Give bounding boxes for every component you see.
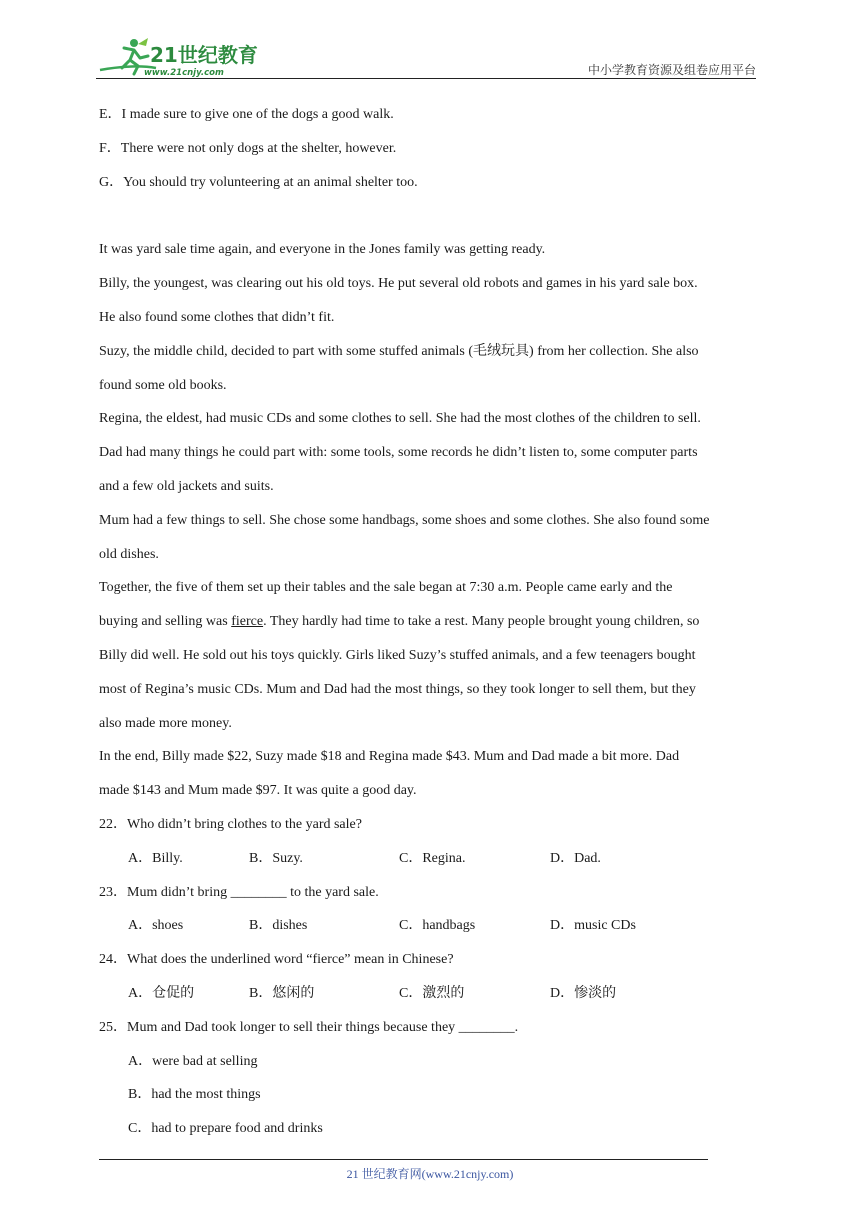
page-footer: 21 世纪教育网(www.21cnjy.com): [346, 1167, 514, 1181]
option-c: C．handbags: [399, 918, 476, 934]
passage-line: found some old books.: [99, 377, 227, 393]
document-body: [99, 98, 769, 1146]
logo-title: 21世纪教育: [150, 43, 258, 67]
logo-url: www.21cnjy.com: [144, 68, 224, 78]
option-d: D．惨淡的: [550, 985, 617, 1001]
prev-option-f: F．There were not only dogs at the shelter, however.: [99, 140, 397, 156]
passage-line: made $143 and Mum made $97. It was quite a good day.: [99, 783, 417, 799]
passage-line: It was yard sale time again, and everyone in the Jones family was getting ready.: [99, 242, 546, 258]
option-d: D．Dad.: [550, 850, 601, 866]
question-stem: 23．Mum didn’t bring ________ to the yard sale.: [99, 884, 379, 900]
passage-line: He also found some clothes that didn’t fit.: [99, 309, 335, 325]
passage-line: Billy, the youngest, was clearing out his old toys. He put several old robots and games in his yard sale box.: [99, 276, 698, 292]
passage-line: Regina, the eldest, had music CDs and some clothes to sell. She had the most clothes of the children to sell.: [99, 411, 701, 427]
question-stem: 24．What does the underlined word “fierce” mean in Chinese?: [99, 952, 454, 968]
underlined-word: fierce: [231, 614, 264, 630]
passage-line: [99, 605, 769, 639]
passage-line: Suzy, the middle child, decided to part with some stuffed animals (毛绒玩具) from her collection. She also: [99, 343, 699, 359]
question-22: [99, 808, 769, 876]
page-header: [0, 0, 860, 90]
option-a: A．shoes: [128, 918, 184, 934]
spacer: [99, 199, 769, 233]
passage-line: Together, the five of them set up their tables and the sale began at 7:30 a.m. People came early and the: [99, 580, 673, 596]
option-b: B．dishes: [249, 918, 308, 934]
site-logo: [94, 34, 264, 78]
question-23: [99, 876, 769, 944]
answer-options: [99, 977, 769, 1011]
passage-line: Dad had many things he could part with: some tools, some records he didn’t listen to, some computer parts: [99, 445, 698, 461]
header-divider: [96, 78, 756, 79]
answer-options: [99, 842, 769, 876]
option-c: C．Regina.: [399, 850, 466, 866]
option-c: C．激烈的: [399, 985, 465, 1001]
passage-text: buying and selling was: [99, 614, 232, 630]
footer-divider: [99, 1159, 708, 1160]
question-25: [99, 1011, 769, 1146]
passage-line: In the end, Billy made $22, Suzy made $18 and Regina made $43. Mum and Dad made a bit more. Dad: [99, 749, 680, 765]
option-c: C．had to prepare food and drinks: [128, 1121, 323, 1137]
answer-options: [99, 909, 769, 943]
option-d: D．music CDs: [550, 918, 636, 934]
platform-name: 中小学教育资源及组卷应用平台: [587, 63, 756, 77]
option-b: B．had the most things: [128, 1087, 261, 1103]
reading-passage: [99, 233, 769, 808]
passage-line: also made more money.: [99, 715, 232, 731]
passage-line: Billy did well. He sold out his toys quickly. Girls liked Suzy’s stuffed animals, and a few teenagers bought: [99, 647, 696, 663]
option-a: A．were bad at selling: [128, 1053, 258, 1069]
question-24: [99, 943, 769, 1011]
question-stem: 22．Who didn’t bring clothes to the yard sale?: [99, 816, 362, 832]
option-b: B．悠闲的: [249, 985, 315, 1001]
option-a: A．仓促的: [128, 985, 195, 1001]
passage-line: Mum had a few things to sell. She chose some handbags, some shoes and some clothes. She also found some: [99, 512, 710, 528]
prev-option-e: E．I made sure to give one of the dogs a good walk.: [99, 107, 394, 122]
option-b: B．Suzy.: [249, 850, 303, 866]
question-stem: 25．Mum and Dad took longer to sell their things because they ________.: [99, 1019, 519, 1035]
passage-line: and a few old jackets and suits.: [99, 478, 274, 494]
passage-line: most of Regina’s music CDs. Mum and Dad had the most things, so they took longer to sell them, but they: [99, 681, 696, 697]
option-a: A．Billy.: [128, 850, 183, 866]
prev-option-g: G．You should try volunteering at an animal shelter too.: [99, 174, 418, 190]
passage-line: old dishes.: [99, 546, 159, 562]
passage-text: . They hardly had time to take a rest. Many people brought young children, so: [263, 614, 700, 630]
